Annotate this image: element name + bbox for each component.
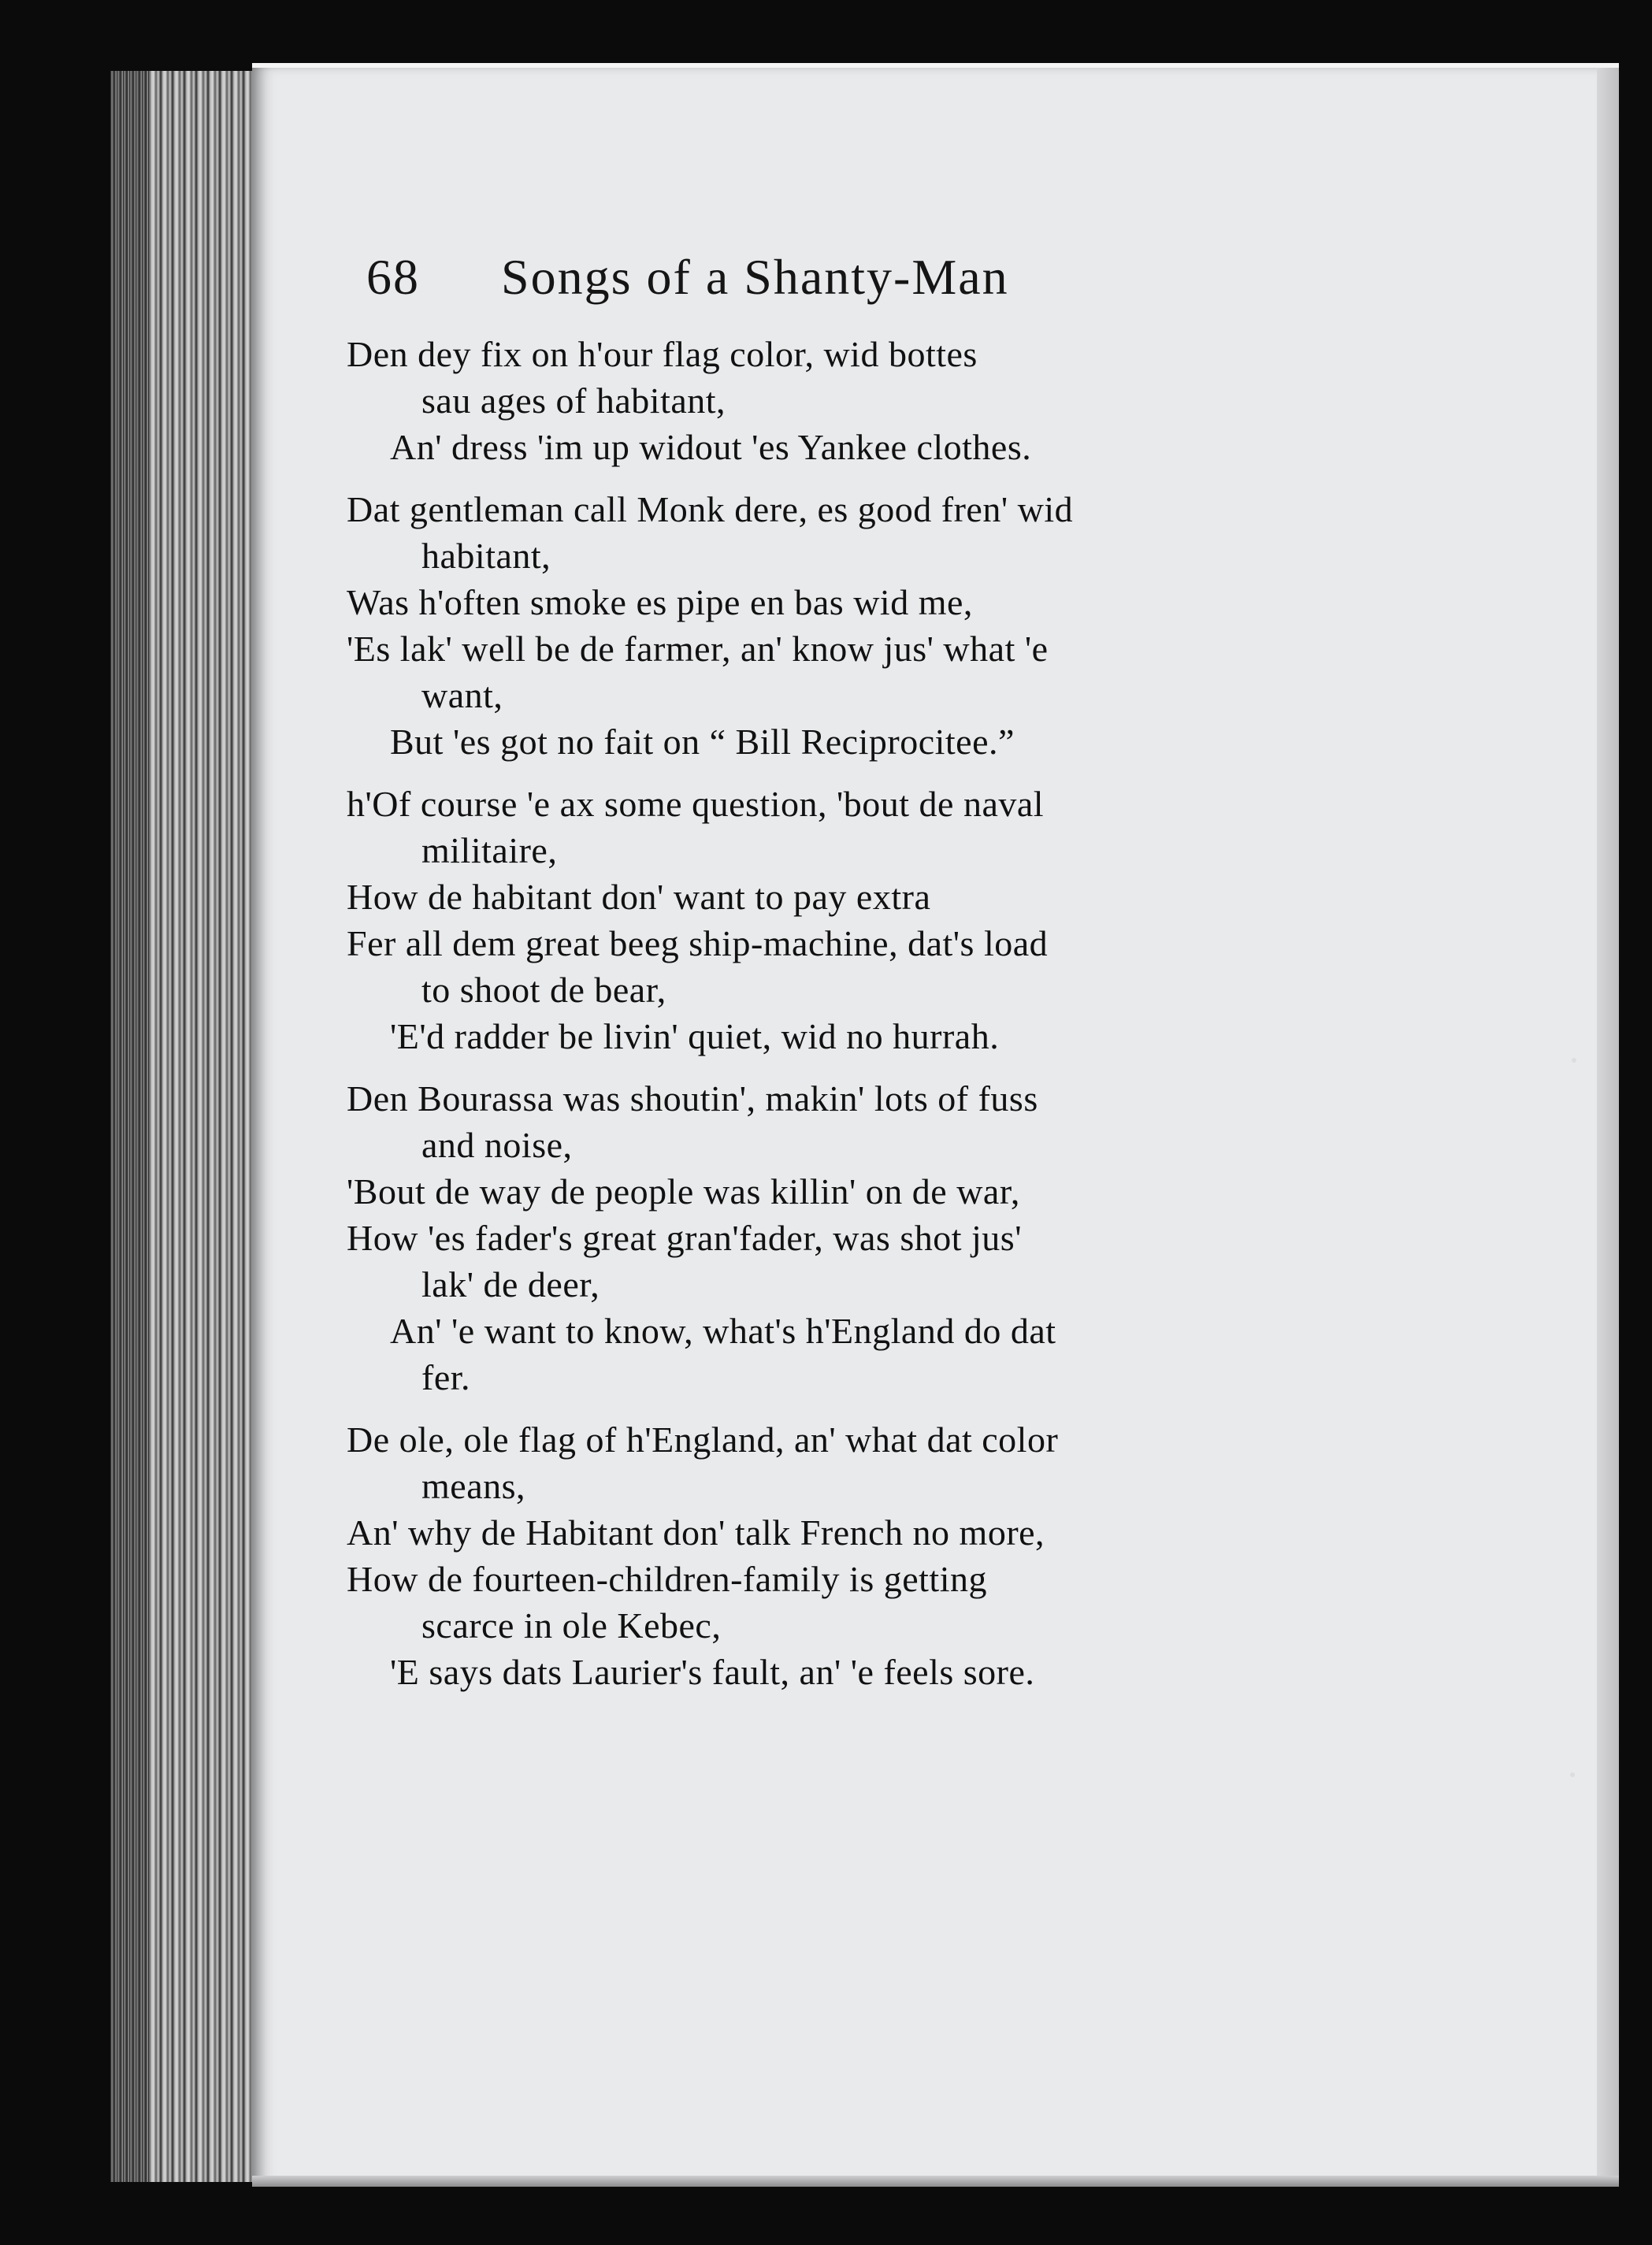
verse-line: h'Of course 'e ax some question, 'bout de naval xyxy=(347,784,1045,824)
page-edges-dark xyxy=(110,71,150,2182)
scan-speck xyxy=(1572,1058,1576,1063)
page-number: 68 xyxy=(366,249,420,305)
running-title: Songs of a Shanty-Man xyxy=(501,249,1009,305)
verse-line: An' dress 'im up widout 'es Yankee clothes. xyxy=(390,427,1032,467)
scan-speck xyxy=(1570,1772,1575,1777)
verse-line: How 'es fader's great gran'fader, was shot jus' xyxy=(347,1218,1022,1258)
verse-line: lak' de deer, xyxy=(421,1264,600,1304)
stanza xyxy=(347,781,1465,1059)
verse-line: 'E says dats Laurier's fault, an' 'e feels sore. xyxy=(390,1652,1035,1692)
verse-line: How de habitant don' want to pay extra xyxy=(347,877,931,917)
verse-line: Den Bourassa was shoutin', makin' lots of fuss xyxy=(347,1078,1038,1119)
poem-body xyxy=(347,331,1465,1711)
verse-line: militaire, xyxy=(421,830,558,870)
verse-line: means, xyxy=(421,1466,526,1506)
running-head xyxy=(366,248,1009,306)
verse-line: Den dey fix on h'our flag color, wid bottes xyxy=(347,334,978,374)
verse-line: 'Bout de way de people was killin' on de war, xyxy=(347,1171,1020,1212)
stanza xyxy=(347,331,1465,470)
verse-line: fer. xyxy=(421,1357,471,1397)
page-right-edge xyxy=(1597,68,1619,2187)
verse-line: scarce in ole Kebec, xyxy=(421,1605,722,1646)
verse-line: 'E'd radder be livin' quiet, wid no hurrah. xyxy=(390,1016,1000,1056)
verse-line: want, xyxy=(421,675,503,715)
verse-line: Dat gentleman call Monk dere, es good fren' wid xyxy=(347,489,1074,529)
verse-line: How de fourteen-children-family is getting xyxy=(347,1559,987,1599)
verse-line: An' why de Habitant don' talk French no more, xyxy=(347,1512,1045,1553)
verse-line: habitant, xyxy=(421,536,551,576)
stanza xyxy=(347,1416,1465,1695)
verse-line: sau ages of habitant, xyxy=(421,380,726,421)
verse-line: Fer all dem great beeg ship-machine, dat's load xyxy=(347,923,1049,963)
stanza xyxy=(347,1075,1465,1401)
verse-line: De ole, ole flag of h'England, an' what dat color xyxy=(347,1419,1059,1460)
verse-line: and noise, xyxy=(421,1125,573,1165)
stanza xyxy=(347,486,1465,765)
verse-line: Was h'often smoke es pipe en bas wid me, xyxy=(347,582,973,622)
verse-line: 'Es lak' well be de farmer, an' know jus' what 'e xyxy=(347,629,1049,669)
verse-line: to shoot de bear, xyxy=(421,970,666,1010)
verse-line: An' 'e want to know, what's h'England do dat xyxy=(390,1311,1056,1351)
page-bottom-edge xyxy=(252,2176,1619,2187)
verse-line: But 'es got no fait on “ Bill Reciprocitee.” xyxy=(390,722,1015,762)
